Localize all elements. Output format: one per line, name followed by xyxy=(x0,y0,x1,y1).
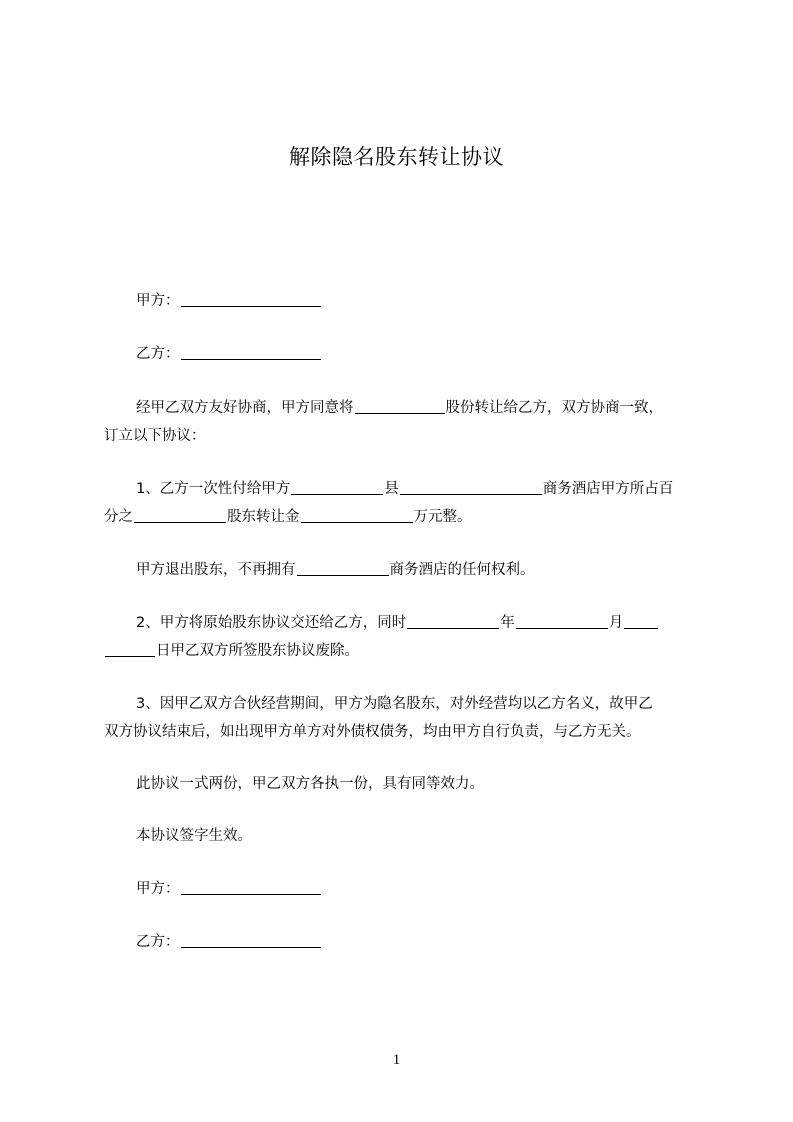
shares-blank xyxy=(355,398,445,414)
day-blank-start xyxy=(624,613,658,629)
signature-party-b-line xyxy=(104,927,736,957)
hotel-blank xyxy=(297,560,389,576)
signature-party-a-label: 甲方： xyxy=(136,881,180,897)
day-blank-end xyxy=(105,641,155,657)
clause2-text-2: 年 xyxy=(500,615,515,631)
clause3-line-2: 双方协议结束后，如出现甲方单方对外债权债务，均由甲方自行负责，与乙方无关。 xyxy=(104,724,641,740)
clause1-line-1 xyxy=(104,474,736,504)
percent-blank xyxy=(134,507,226,523)
month-blank xyxy=(516,613,608,629)
intro-text-2: 股份转让给乙方，双方协商一致， xyxy=(445,400,663,416)
clause2-line-2 xyxy=(104,636,704,666)
clause2-line-1 xyxy=(104,608,736,638)
signature-party-b-blank xyxy=(181,932,321,948)
copies-line: 此协议一式两份，甲乙双方各执一份，具有同等效力。 xyxy=(136,776,484,792)
clause1-text-2: 县 xyxy=(384,481,399,497)
effective-line: 本协议签字生效。 xyxy=(136,828,252,844)
transfer-fee-blank xyxy=(301,507,413,523)
signature-party-a-line xyxy=(104,874,736,904)
year-blank xyxy=(407,613,499,629)
intro-line-1 xyxy=(104,393,736,423)
page-number: 1 xyxy=(392,1052,401,1068)
clause1-text-4: 分之 xyxy=(104,509,133,525)
party-a-label: 甲方： xyxy=(136,293,180,309)
clause3-line-1: 3、因甲乙双方合伙经营期间，甲方为隐名股东，对外经营均以乙方名义，故甲乙 xyxy=(136,696,653,712)
clause1-text-5: 股东转让金 xyxy=(227,509,300,525)
signature-party-b-label: 乙方： xyxy=(136,934,180,950)
clause2-text-3: 月 xyxy=(608,615,624,631)
exit-line xyxy=(104,555,736,585)
party-a-line xyxy=(104,286,736,316)
amount-blank xyxy=(291,479,383,495)
clause2-text-4: 日甲乙双方所签股东协议废除。 xyxy=(156,643,359,659)
intro-line-2: 订立以下协议： xyxy=(104,428,206,444)
exit-text-2: 商务酒店的任何权利。 xyxy=(389,562,535,578)
party-a-blank xyxy=(181,291,321,307)
clause1-text-1: 1、乙方一次性付给甲方 xyxy=(136,481,291,497)
county-blank xyxy=(400,479,542,495)
clause2-text-1: 2、甲方将原始股东协议交还给乙方，同时 xyxy=(136,615,407,631)
clause1-text-6: 万元整。 xyxy=(413,509,472,525)
party-b-line xyxy=(104,339,736,369)
intro-text-1: 经甲乙双方友好协商，甲方同意将 xyxy=(136,400,354,416)
party-b-blank xyxy=(181,344,321,360)
exit-text-1: 甲方退出股东，不再拥有 xyxy=(136,562,296,578)
party-b-label: 乙方： xyxy=(136,346,180,362)
document-title: 解除隐名股东转让协议 xyxy=(289,145,504,169)
signature-party-a-blank xyxy=(181,879,321,895)
clause1-line-2 xyxy=(104,502,704,532)
clause1-text-3: 商务酒店甲方所占百 xyxy=(542,481,674,497)
